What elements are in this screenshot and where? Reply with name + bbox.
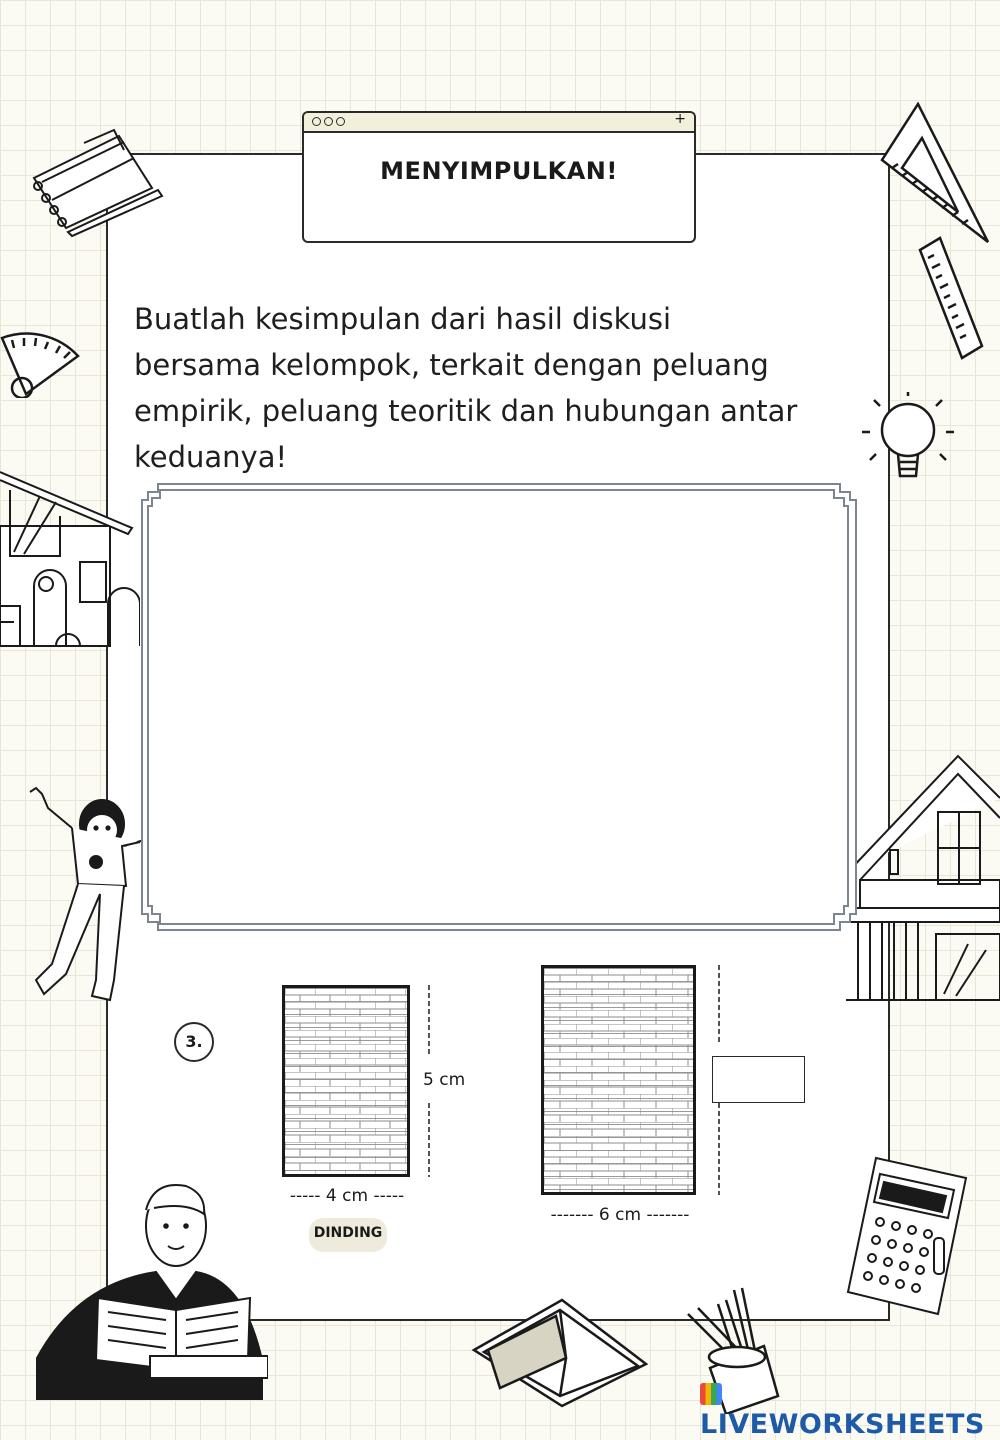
title-bar [304, 113, 694, 133]
house-right-icon [846, 754, 1000, 1002]
brand-logo [700, 1378, 1000, 1440]
window-dot-icon [312, 117, 321, 126]
notebook-pencil-icon [24, 128, 164, 238]
man-reading-icon [36, 1180, 268, 1400]
protractor-icon [0, 318, 82, 398]
plus-icon: + [674, 111, 686, 127]
wall-tag: DINDING [309, 1218, 387, 1252]
wall-large-diagram [541, 965, 696, 1195]
dash-decoration: ----- [289, 1186, 326, 1206]
width-value: 6 cm [598, 1205, 642, 1225]
brand-name: LIVEWORKSHEETS [700, 1409, 985, 1440]
open-book-icon [470, 1298, 650, 1408]
light-bulb-icon [856, 392, 956, 492]
page-title: MENYIMPULKAN! [380, 157, 618, 185]
instruction-text [134, 296, 834, 480]
ruler-icon [916, 236, 986, 361]
width-value: 4 cm [325, 1186, 369, 1206]
answer-textarea[interactable] [140, 482, 860, 934]
house-left-icon [0, 466, 140, 648]
width-label [282, 1186, 412, 1206]
instruction-line: Buatlah kesimpulan dari hasil diskusi [134, 302, 672, 336]
window-dot-icon [324, 117, 333, 126]
height-label: 5 cm [423, 1070, 466, 1090]
window-dot-icon [336, 117, 345, 126]
title-window [302, 111, 696, 243]
brand-live-icon [700, 1383, 722, 1405]
instruction-line: keduanya! [134, 440, 288, 474]
brick-pattern-icon [285, 988, 407, 1174]
height-answer-input[interactable] [712, 1056, 805, 1103]
set-square-icon [878, 102, 993, 247]
instruction-line: empirik, peluang teoritik dan hubungan antar [134, 394, 798, 428]
dash-decoration: ------- [641, 1205, 690, 1225]
wall-small-diagram [282, 985, 410, 1177]
width-label [530, 1205, 710, 1225]
dash-decoration: ------- [550, 1205, 599, 1225]
question-number-badge: 3. [174, 1022, 214, 1062]
instruction-line: bersama kelompok, terkait dengan peluang [134, 348, 769, 382]
dash-decoration: ----- [368, 1186, 405, 1206]
calculator-icon [846, 1156, 968, 1316]
brick-pattern-icon [544, 968, 693, 1192]
